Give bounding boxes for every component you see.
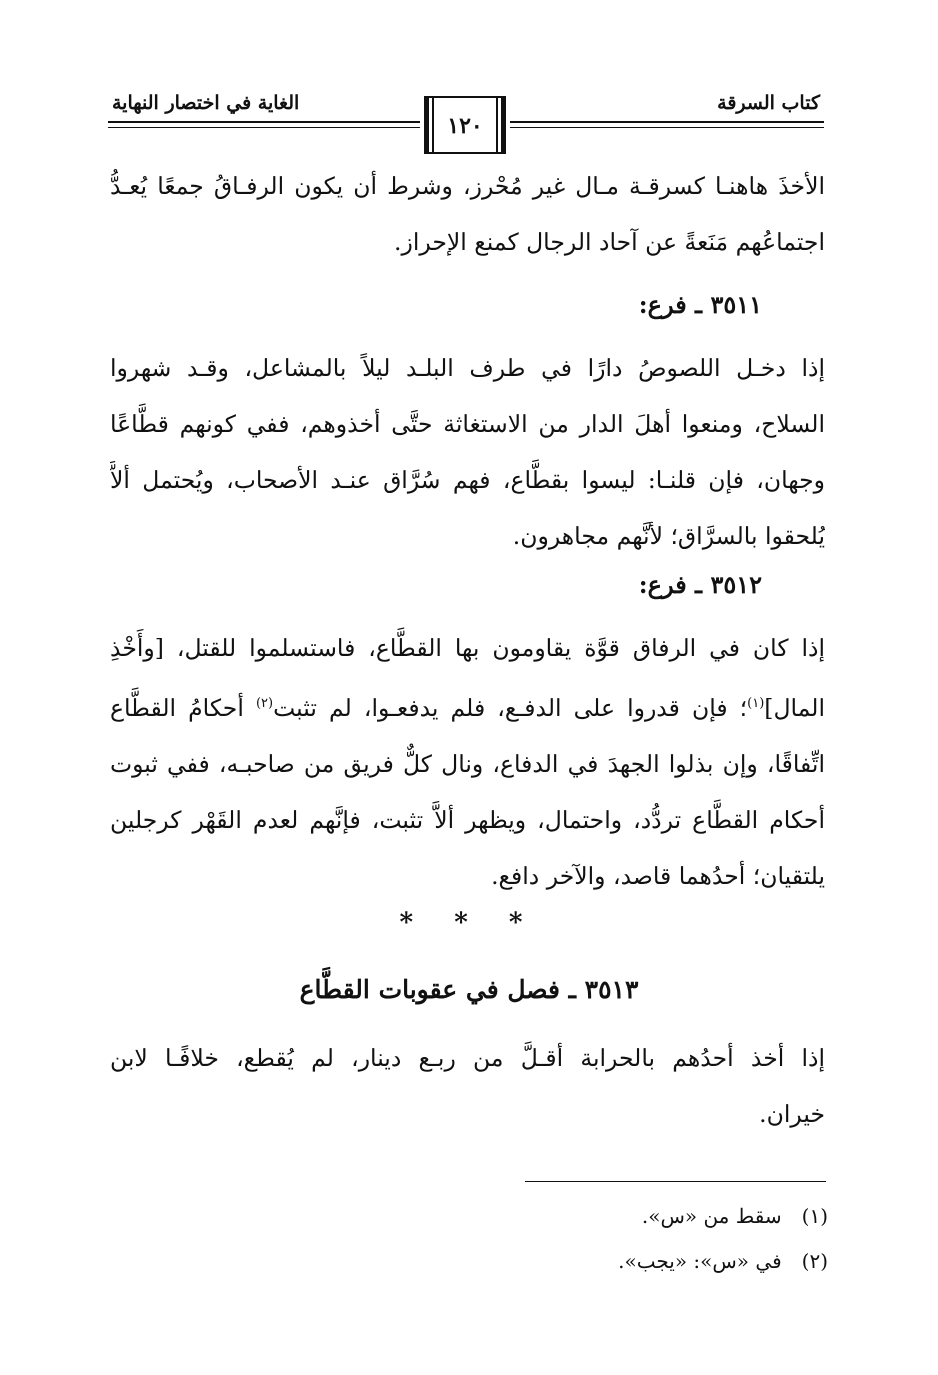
- paragraph-continuation: [110, 158, 825, 270]
- footnote-2: [618, 1249, 828, 1273]
- text-line: يُلحقوا بالسرَّاق؛ لأنَّهم مجاهرون.: [512, 522, 825, 550]
- text-line: الأخذَ هاهنـا كسرقـة مـال غير مُحْرز، وشرط أن يكون الرفـاقُ جمعًا يُعـدُّ: [110, 172, 825, 200]
- branch-3511-text: [110, 340, 825, 564]
- section-separator-stars: * * *: [399, 908, 539, 938]
- text-line: اتِّفاقًا، وإن بذلوا الجهدَ في الدفاع، ونال كلٌّ فريق من صاحبـه، ففي ثبوت: [110, 750, 825, 778]
- section-3513-text: [110, 1030, 825, 1142]
- text-line: إذا أخذ أحدُهم بالحرابة أقـلَّ من ربـع دينار، لم يُقطع، خلافًـا لابن: [110, 1044, 825, 1072]
- text-segment: المال]: [764, 694, 825, 722]
- text-line-with-footnote-refs: [110, 676, 825, 736]
- footnote-ref-1: (١): [747, 696, 765, 711]
- text-line: اجتماعُهم مَنَعةً عن آحاد الرجال كمنع الإحراز.: [394, 228, 825, 256]
- text-line: خيران.: [759, 1100, 825, 1128]
- text-segment: أحكامُ القطَّاع: [110, 694, 256, 722]
- text-line: وجهان، فإن قلنـا: ليسوا بقطَّاع، فهم سُرَّاق عنـد الأصحاب، ويُحتمل ألاَّ: [110, 466, 825, 494]
- section-heading-3513: ٣٥١٣ ـ فصل في عقوبات القطَّاع: [299, 975, 639, 1004]
- page-number: ١٢٠: [447, 113, 483, 139]
- running-header-book-title: كتاب السرقة: [717, 92, 820, 114]
- text-line: إذا كان في الرفاق قوَّة يقاومون بها القطَّاع، فاستسلموا للقتل، [وأَخْذِ: [110, 634, 825, 662]
- footnote-text: في «س»: «يجب».: [618, 1249, 782, 1273]
- text-line: إذا دخـل اللصوصُ دارًا في طرف البلـد ليلاً بالمشاعل، وقـد شهروا: [110, 354, 825, 382]
- footnote-text: سقط من «س».: [641, 1204, 782, 1228]
- text-segment: ؛ فإن قدروا على الدفـع، فلم يدفعـوا، لم تثبت: [273, 694, 748, 722]
- text-line: السلاح، ومنعوا أهلَ الدار من الاستغاثة حتَّى أخذوهم، ففي كونهم قطَّاعًا: [110, 410, 825, 438]
- page-number-frame: [420, 96, 510, 154]
- footnote-separator-rule: [525, 1181, 826, 1182]
- branch-heading-3512: ٣٥١٢ ـ فرع:: [638, 570, 762, 599]
- branch-3512-text: [110, 620, 825, 904]
- footnote-number: (١): [801, 1204, 828, 1228]
- footnote-number: (٢): [801, 1249, 828, 1273]
- footnote-1: [642, 1204, 828, 1228]
- branch-heading-3511: ٣٥١١ ـ فرع:: [638, 290, 762, 319]
- footnote-ref-2: (٢): [255, 696, 274, 711]
- text-line: أحكام القطَّاع تردُّد، واحتمال، ويظهر ألاَّ تثبت، فإنَّهم لعدم القَهْر كرجلين: [110, 806, 825, 834]
- running-header-work-title: الغاية في اختصار النهاية: [112, 92, 300, 114]
- text-line: يلتقيان؛ أحدُهما قاصد، والآخر دافع.: [491, 862, 825, 890]
